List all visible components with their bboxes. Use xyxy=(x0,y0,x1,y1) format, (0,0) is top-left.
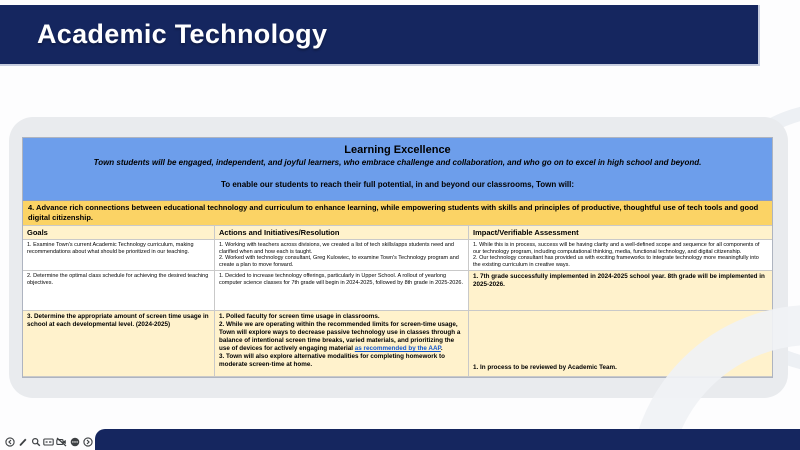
aap-hyperlink[interactable]: as recommended by the AAP xyxy=(354,345,441,353)
col-header-impact: Impact/Verifiable Assessment xyxy=(469,226,772,240)
previous-slide-icon[interactable] xyxy=(4,436,15,447)
impact-item: 2. Our technology consultant has provided us with exciting frameworks to integrate technology more meaningfully into the existing curriculum in creative ways. xyxy=(473,255,759,268)
cell-goals-1 xyxy=(23,240,215,271)
magnifier-icon[interactable] xyxy=(30,436,41,447)
action-text: . xyxy=(440,345,443,353)
impact-item-highlighted: 1. 7th grade successfully implemented in 2024-2025 school year. 8th grade will be implemented in 2025-2026. xyxy=(473,273,765,289)
content-card xyxy=(9,117,788,398)
action-text: 2. While we are operating within the recommended limits for screen-time usage, Town will explore ways to decrease passive technology use in classes through a balance of intentional screen time breaks, varied materials, and prioritizing the use of devices for actively engaging material xyxy=(219,321,461,353)
goal-item-highlighted: 3. Determine the appropriate amount of screen time usage in school at each developmental level. (2024-2025) xyxy=(27,313,209,329)
strategic-plan-table xyxy=(22,137,773,378)
camera-off-icon[interactable] xyxy=(56,436,67,447)
action-item: 1. Decided to increase technology offerings, particularly in Upper School. A rollout of yearlong computer science classes for 7th grade will begin in 2024-2025, followed by 8th grade in 2025-2026. xyxy=(219,273,463,286)
table-row xyxy=(23,311,772,377)
banner-title: Learning Excellence xyxy=(344,144,451,156)
action-item: 2. Worked with technology consultant, Greg Kulowiec, to examine Town's Technology program and create a plan to move forward. xyxy=(219,255,459,268)
next-slide-icon[interactable] xyxy=(82,436,93,447)
cell-impact-2 xyxy=(469,271,772,311)
goal-item: 1. Examine Town's current Academic Technology curriculum, making recommendations about what should be prioritized in our teaching. xyxy=(27,242,194,255)
banner-callout: To enable our students to reach their full potential, in and beyond our classrooms, Town will: xyxy=(220,180,575,189)
table-row xyxy=(23,240,772,271)
action-item-highlighted xyxy=(219,321,464,353)
annotation-pen-icon[interactable] xyxy=(17,436,28,447)
cell-impact-3 xyxy=(469,311,772,377)
more-options-icon[interactable] xyxy=(69,436,80,447)
impact-item-highlighted: 1. In process to be reviewed by Academic Team. xyxy=(473,364,617,372)
goal-item: 2. Determine the optimal class schedule for achieving the desired teaching objectives. xyxy=(27,273,209,286)
impact-item: 1. While this is in process, success will be having clarity and a well-defined scope and sequence for all components of our technology program, including computational thinking, media, functional technology, and digital citizenship. xyxy=(473,242,760,255)
cell-actions-3 xyxy=(215,311,469,377)
col-header-goals: Goals xyxy=(23,226,215,240)
table-row xyxy=(23,271,772,311)
cell-actions-2 xyxy=(215,271,469,311)
action-item: 1. Working with teachers across divisions, we created a list of tech skills/apps students need and clarified when and how each is taught. xyxy=(219,242,454,255)
action-item-highlighted: 3. Town will also explore alternative modalities for completing homework to moderate screen-time at home. xyxy=(219,353,445,369)
captions-icon[interactable] xyxy=(43,436,54,447)
action-item-highlighted: 1. Polled faculty for screen time usage in classrooms. xyxy=(219,313,380,321)
slide-footer-bar xyxy=(95,429,800,450)
objective-row: 4. Advance rich connections between educational technology and curriculum to enhance learning, while empowering students with skills and principles of productive, thoughtful use of tech tools and good digital citizenship. xyxy=(23,201,772,226)
learning-excellence-banner xyxy=(23,138,772,201)
slide-header-bar xyxy=(0,5,760,66)
cell-impact-1 xyxy=(469,240,772,271)
banner-subtitle: Town students will be engaged, independent, and joyful learners, who embrace challenge and collaboration, and who go on to excel in high school and beyond. xyxy=(93,158,702,167)
cell-goals-3 xyxy=(23,311,215,377)
slide-title: Academic Technology xyxy=(37,19,328,49)
cell-goals-2 xyxy=(23,271,215,311)
cell-actions-1 xyxy=(215,240,469,271)
col-header-actions: Actions and Initiatives/Resolution xyxy=(215,226,469,240)
slideshow-toolbar xyxy=(4,436,93,447)
table-header-row xyxy=(23,226,772,240)
